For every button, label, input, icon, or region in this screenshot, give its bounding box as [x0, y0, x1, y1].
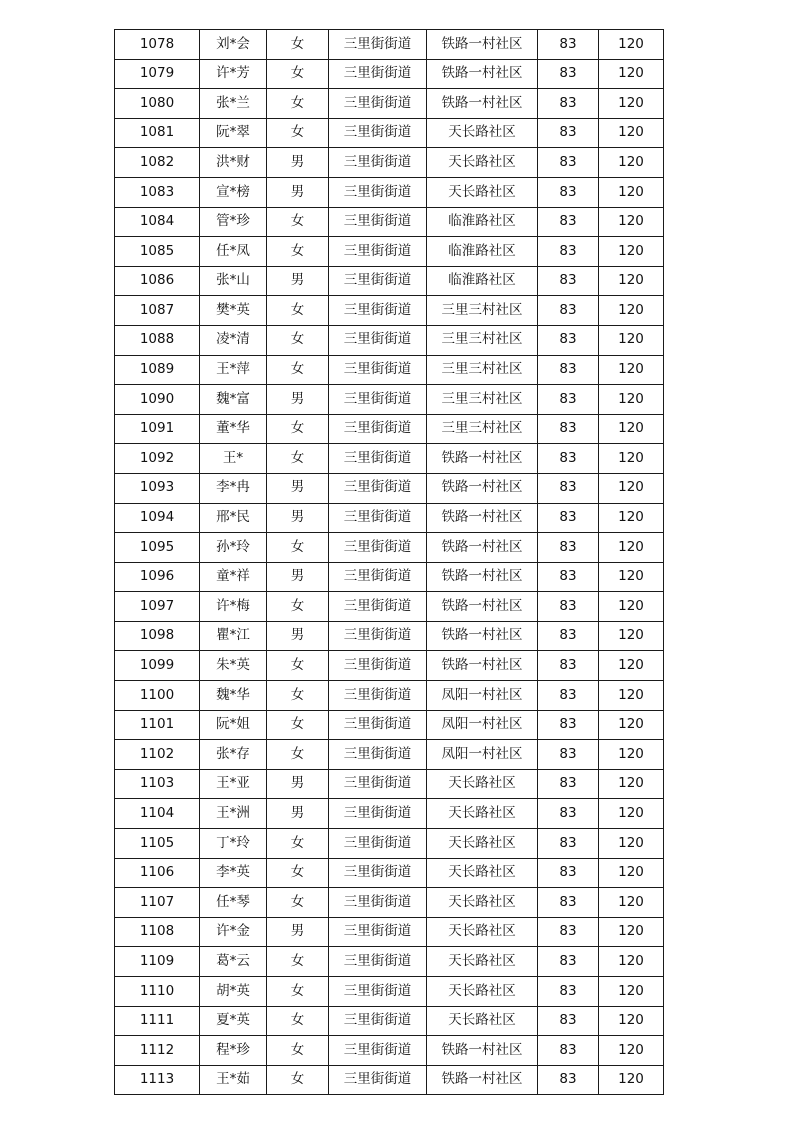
cell-street: 三里街街道: [329, 444, 427, 474]
cell-amount: 120: [599, 533, 664, 563]
cell-name: 凌*清: [200, 325, 267, 355]
cell-community: 天长路社区: [427, 947, 538, 977]
cell-amount: 120: [599, 888, 664, 918]
table-row: [115, 621, 664, 651]
table-row: [115, 651, 664, 681]
cell-age: 83: [538, 207, 599, 237]
cell-serial-number: 1084: [115, 207, 200, 237]
cell-community: 铁路一村社区: [427, 444, 538, 474]
cell-amount: 120: [599, 207, 664, 237]
table-row: [115, 562, 664, 592]
cell-amount: 120: [599, 296, 664, 326]
cell-street: 三里街街道: [329, 89, 427, 119]
cell-amount: 120: [599, 118, 664, 148]
cell-gender: 女: [267, 118, 329, 148]
cell-amount: 120: [599, 355, 664, 385]
cell-name: 王*亚: [200, 769, 267, 799]
cell-age: 83: [538, 829, 599, 859]
cell-gender: 男: [267, 385, 329, 415]
cell-amount: 120: [599, 148, 664, 178]
cell-serial-number: 1100: [115, 681, 200, 711]
roster-table: [114, 29, 664, 1095]
table-row: [115, 1006, 664, 1036]
cell-amount: 120: [599, 325, 664, 355]
table-row: [115, 296, 664, 326]
cell-gender: 女: [267, 414, 329, 444]
table-row: [115, 829, 664, 859]
cell-community: 天长路社区: [427, 917, 538, 947]
cell-name: 许*梅: [200, 592, 267, 622]
cell-age: 83: [538, 1006, 599, 1036]
cell-gender: 女: [267, 325, 329, 355]
cell-street: 三里街街道: [329, 177, 427, 207]
cell-name: 张*存: [200, 740, 267, 770]
cell-age: 83: [538, 562, 599, 592]
cell-name: 程*珍: [200, 1036, 267, 1066]
cell-gender: 女: [267, 740, 329, 770]
cell-street: 三里街街道: [329, 414, 427, 444]
cell-name: 王*茹: [200, 1065, 267, 1095]
cell-street: 三里街街道: [329, 1006, 427, 1036]
cell-serial-number: 1089: [115, 355, 200, 385]
cell-community: 临淮路社区: [427, 207, 538, 237]
cell-serial-number: 1094: [115, 503, 200, 533]
cell-serial-number: 1102: [115, 740, 200, 770]
cell-name: 童*祥: [200, 562, 267, 592]
cell-street: 三里街街道: [329, 740, 427, 770]
cell-community: 铁路一村社区: [427, 473, 538, 503]
cell-name: 王*萍: [200, 355, 267, 385]
cell-community: 天长路社区: [427, 769, 538, 799]
cell-street: 三里街街道: [329, 503, 427, 533]
table-row: [115, 681, 664, 711]
cell-name: 孙*玲: [200, 533, 267, 563]
cell-name: 丁*玲: [200, 829, 267, 859]
cell-street: 三里街街道: [329, 1036, 427, 1066]
cell-community: 铁路一村社区: [427, 621, 538, 651]
cell-age: 83: [538, 681, 599, 711]
cell-age: 83: [538, 1065, 599, 1095]
cell-amount: 120: [599, 177, 664, 207]
cell-gender: 女: [267, 237, 329, 267]
table-row: [115, 30, 664, 60]
cell-age: 83: [538, 177, 599, 207]
cell-serial-number: 1111: [115, 1006, 200, 1036]
cell-age: 83: [538, 917, 599, 947]
cell-serial-number: 1088: [115, 325, 200, 355]
cell-gender: 女: [267, 30, 329, 60]
cell-amount: 120: [599, 237, 664, 267]
table-row: [115, 118, 664, 148]
table-row: [115, 858, 664, 888]
table-row: [115, 89, 664, 119]
cell-gender: 女: [267, 681, 329, 711]
cell-street: 三里街街道: [329, 266, 427, 296]
cell-gender: 男: [267, 769, 329, 799]
cell-gender: 女: [267, 1006, 329, 1036]
cell-serial-number: 1098: [115, 621, 200, 651]
cell-gender: 女: [267, 59, 329, 89]
table-row: [115, 325, 664, 355]
cell-gender: 男: [267, 177, 329, 207]
cell-amount: 120: [599, 1006, 664, 1036]
cell-community: 三里三村社区: [427, 296, 538, 326]
cell-serial-number: 1092: [115, 444, 200, 474]
cell-name: 樊*英: [200, 296, 267, 326]
cell-street: 三里街街道: [329, 118, 427, 148]
cell-amount: 120: [599, 89, 664, 119]
cell-age: 83: [538, 621, 599, 651]
table-row: [115, 740, 664, 770]
cell-street: 三里街街道: [329, 1065, 427, 1095]
cell-street: 三里街街道: [329, 533, 427, 563]
cell-serial-number: 1082: [115, 148, 200, 178]
cell-amount: 120: [599, 1036, 664, 1066]
cell-gender: 女: [267, 947, 329, 977]
cell-serial-number: 1093: [115, 473, 200, 503]
table-row: [115, 1036, 664, 1066]
cell-name: 瞿*江: [200, 621, 267, 651]
cell-age: 83: [538, 888, 599, 918]
cell-age: 83: [538, 237, 599, 267]
cell-community: 铁路一村社区: [427, 1065, 538, 1095]
cell-gender: 女: [267, 355, 329, 385]
cell-serial-number: 1108: [115, 917, 200, 947]
cell-age: 83: [538, 296, 599, 326]
cell-name: 夏*英: [200, 1006, 267, 1036]
cell-serial-number: 1079: [115, 59, 200, 89]
cell-street: 三里街街道: [329, 385, 427, 415]
table-row: [115, 947, 664, 977]
cell-serial-number: 1085: [115, 237, 200, 267]
table-row: [115, 1065, 664, 1095]
cell-street: 三里街街道: [329, 769, 427, 799]
cell-serial-number: 1080: [115, 89, 200, 119]
cell-age: 83: [538, 414, 599, 444]
table-row: [115, 977, 664, 1007]
cell-name: 葛*云: [200, 947, 267, 977]
cell-age: 83: [538, 444, 599, 474]
table-row: [115, 266, 664, 296]
cell-name: 许*金: [200, 917, 267, 947]
cell-name: 阮*翠: [200, 118, 267, 148]
cell-community: 凤阳一村社区: [427, 681, 538, 711]
cell-gender: 男: [267, 503, 329, 533]
cell-gender: 男: [267, 266, 329, 296]
cell-amount: 120: [599, 414, 664, 444]
cell-name: 刘*会: [200, 30, 267, 60]
cell-community: 天长路社区: [427, 118, 538, 148]
cell-amount: 120: [599, 562, 664, 592]
cell-gender: 女: [267, 829, 329, 859]
cell-street: 三里街街道: [329, 977, 427, 1007]
cell-name: 胡*英: [200, 977, 267, 1007]
cell-amount: 120: [599, 592, 664, 622]
table-row: [115, 355, 664, 385]
cell-name: 李*冉: [200, 473, 267, 503]
cell-age: 83: [538, 533, 599, 563]
cell-serial-number: 1087: [115, 296, 200, 326]
cell-serial-number: 1078: [115, 30, 200, 60]
table-row: [115, 148, 664, 178]
cell-serial-number: 1081: [115, 118, 200, 148]
cell-community: 三里三村社区: [427, 325, 538, 355]
cell-street: 三里街街道: [329, 355, 427, 385]
cell-name: 朱*英: [200, 651, 267, 681]
cell-amount: 120: [599, 681, 664, 711]
cell-community: 凤阳一村社区: [427, 740, 538, 770]
roster-table-body: [115, 30, 664, 1095]
cell-community: 天长路社区: [427, 829, 538, 859]
cell-age: 83: [538, 858, 599, 888]
cell-age: 83: [538, 148, 599, 178]
cell-serial-number: 1104: [115, 799, 200, 829]
cell-street: 三里街街道: [329, 207, 427, 237]
cell-name: 张*兰: [200, 89, 267, 119]
cell-age: 83: [538, 740, 599, 770]
cell-amount: 120: [599, 829, 664, 859]
cell-age: 83: [538, 59, 599, 89]
cell-gender: 男: [267, 562, 329, 592]
cell-street: 三里街街道: [329, 325, 427, 355]
cell-serial-number: 1112: [115, 1036, 200, 1066]
cell-street: 三里街街道: [329, 621, 427, 651]
cell-serial-number: 1110: [115, 977, 200, 1007]
cell-gender: 男: [267, 473, 329, 503]
table-row: [115, 503, 664, 533]
cell-amount: 120: [599, 621, 664, 651]
cell-amount: 120: [599, 858, 664, 888]
cell-age: 83: [538, 710, 599, 740]
cell-gender: 女: [267, 1036, 329, 1066]
cell-community: 三里三村社区: [427, 414, 538, 444]
cell-name: 李*英: [200, 858, 267, 888]
cell-community: 铁路一村社区: [427, 30, 538, 60]
cell-street: 三里街街道: [329, 59, 427, 89]
table-row: [115, 444, 664, 474]
cell-name: 王*: [200, 444, 267, 474]
cell-name: 管*珍: [200, 207, 267, 237]
cell-serial-number: 1083: [115, 177, 200, 207]
table-row: [115, 237, 664, 267]
table-row: [115, 799, 664, 829]
cell-age: 83: [538, 799, 599, 829]
cell-amount: 120: [599, 385, 664, 415]
table-row: [115, 888, 664, 918]
cell-community: 天长路社区: [427, 888, 538, 918]
table-row: [115, 710, 664, 740]
cell-name: 任*琴: [200, 888, 267, 918]
cell-amount: 120: [599, 59, 664, 89]
cell-gender: 女: [267, 89, 329, 119]
cell-age: 83: [538, 118, 599, 148]
cell-amount: 120: [599, 473, 664, 503]
cell-age: 83: [538, 385, 599, 415]
cell-community: 三里三村社区: [427, 385, 538, 415]
table-row: [115, 177, 664, 207]
cell-serial-number: 1101: [115, 710, 200, 740]
cell-serial-number: 1086: [115, 266, 200, 296]
cell-community: 三里三村社区: [427, 355, 538, 385]
cell-serial-number: 1096: [115, 562, 200, 592]
table-row: [115, 414, 664, 444]
cell-gender: 女: [267, 888, 329, 918]
cell-serial-number: 1091: [115, 414, 200, 444]
cell-gender: 女: [267, 1065, 329, 1095]
cell-amount: 120: [599, 444, 664, 474]
cell-age: 83: [538, 977, 599, 1007]
cell-age: 83: [538, 503, 599, 533]
cell-community: 天长路社区: [427, 1006, 538, 1036]
cell-gender: 女: [267, 296, 329, 326]
cell-street: 三里街街道: [329, 888, 427, 918]
table-row: [115, 769, 664, 799]
cell-street: 三里街街道: [329, 858, 427, 888]
cell-community: 铁路一村社区: [427, 59, 538, 89]
cell-name: 宣*榜: [200, 177, 267, 207]
cell-serial-number: 1105: [115, 829, 200, 859]
cell-community: 铁路一村社区: [427, 592, 538, 622]
cell-amount: 120: [599, 651, 664, 681]
cell-amount: 120: [599, 740, 664, 770]
cell-amount: 120: [599, 769, 664, 799]
cell-community: 天长路社区: [427, 977, 538, 1007]
cell-name: 洪*财: [200, 148, 267, 178]
cell-age: 83: [538, 355, 599, 385]
cell-street: 三里街街道: [329, 592, 427, 622]
cell-age: 83: [538, 30, 599, 60]
cell-age: 83: [538, 325, 599, 355]
cell-street: 三里街街道: [329, 651, 427, 681]
cell-gender: 女: [267, 651, 329, 681]
cell-community: 天长路社区: [427, 799, 538, 829]
cell-amount: 120: [599, 1065, 664, 1095]
cell-serial-number: 1109: [115, 947, 200, 977]
cell-gender: 女: [267, 977, 329, 1007]
cell-street: 三里街街道: [329, 473, 427, 503]
cell-community: 铁路一村社区: [427, 533, 538, 563]
cell-street: 三里街街道: [329, 947, 427, 977]
cell-serial-number: 1095: [115, 533, 200, 563]
cell-community: 天长路社区: [427, 148, 538, 178]
cell-amount: 120: [599, 947, 664, 977]
cell-street: 三里街街道: [329, 710, 427, 740]
cell-gender: 女: [267, 444, 329, 474]
cell-name: 王*洲: [200, 799, 267, 829]
cell-name: 许*芳: [200, 59, 267, 89]
cell-gender: 男: [267, 148, 329, 178]
cell-community: 铁路一村社区: [427, 89, 538, 119]
cell-name: 阮*姐: [200, 710, 267, 740]
cell-age: 83: [538, 266, 599, 296]
cell-gender: 男: [267, 799, 329, 829]
cell-name: 董*华: [200, 414, 267, 444]
cell-name: 任*凤: [200, 237, 267, 267]
cell-community: 铁路一村社区: [427, 503, 538, 533]
cell-serial-number: 1113: [115, 1065, 200, 1095]
cell-amount: 120: [599, 977, 664, 1007]
cell-gender: 女: [267, 710, 329, 740]
cell-community: 临淮路社区: [427, 266, 538, 296]
table-row: [115, 473, 664, 503]
cell-age: 83: [538, 769, 599, 799]
table-row: [115, 592, 664, 622]
cell-serial-number: 1103: [115, 769, 200, 799]
cell-street: 三里街街道: [329, 799, 427, 829]
cell-amount: 120: [599, 710, 664, 740]
cell-street: 三里街街道: [329, 829, 427, 859]
cell-street: 三里街街道: [329, 30, 427, 60]
cell-serial-number: 1107: [115, 888, 200, 918]
cell-gender: 女: [267, 592, 329, 622]
cell-serial-number: 1090: [115, 385, 200, 415]
cell-age: 83: [538, 473, 599, 503]
cell-community: 铁路一村社区: [427, 1036, 538, 1066]
cell-gender: 女: [267, 533, 329, 563]
cell-street: 三里街街道: [329, 148, 427, 178]
cell-serial-number: 1106: [115, 858, 200, 888]
cell-street: 三里街街道: [329, 562, 427, 592]
cell-community: 临淮路社区: [427, 237, 538, 267]
cell-street: 三里街街道: [329, 917, 427, 947]
cell-gender: 女: [267, 207, 329, 237]
cell-age: 83: [538, 592, 599, 622]
cell-age: 83: [538, 1036, 599, 1066]
cell-serial-number: 1099: [115, 651, 200, 681]
cell-street: 三里街街道: [329, 681, 427, 711]
table-row: [115, 385, 664, 415]
cell-name: 魏*富: [200, 385, 267, 415]
table-row: [115, 533, 664, 563]
cell-gender: 男: [267, 917, 329, 947]
cell-community: 天长路社区: [427, 177, 538, 207]
cell-name: 魏*华: [200, 681, 267, 711]
cell-community: 铁路一村社区: [427, 651, 538, 681]
cell-name: 邢*民: [200, 503, 267, 533]
cell-gender: 男: [267, 621, 329, 651]
cell-amount: 120: [599, 503, 664, 533]
cell-age: 83: [538, 89, 599, 119]
cell-gender: 女: [267, 858, 329, 888]
cell-street: 三里街街道: [329, 296, 427, 326]
cell-community: 铁路一村社区: [427, 562, 538, 592]
cell-name: 张*山: [200, 266, 267, 296]
cell-street: 三里街街道: [329, 237, 427, 267]
cell-amount: 120: [599, 799, 664, 829]
cell-community: 天长路社区: [427, 858, 538, 888]
cell-amount: 120: [599, 917, 664, 947]
cell-amount: 120: [599, 266, 664, 296]
cell-serial-number: 1097: [115, 592, 200, 622]
table-row: [115, 59, 664, 89]
cell-amount: 120: [599, 30, 664, 60]
cell-community: 凤阳一村社区: [427, 710, 538, 740]
cell-age: 83: [538, 651, 599, 681]
table-row: [115, 207, 664, 237]
table-row: [115, 917, 664, 947]
cell-age: 83: [538, 947, 599, 977]
